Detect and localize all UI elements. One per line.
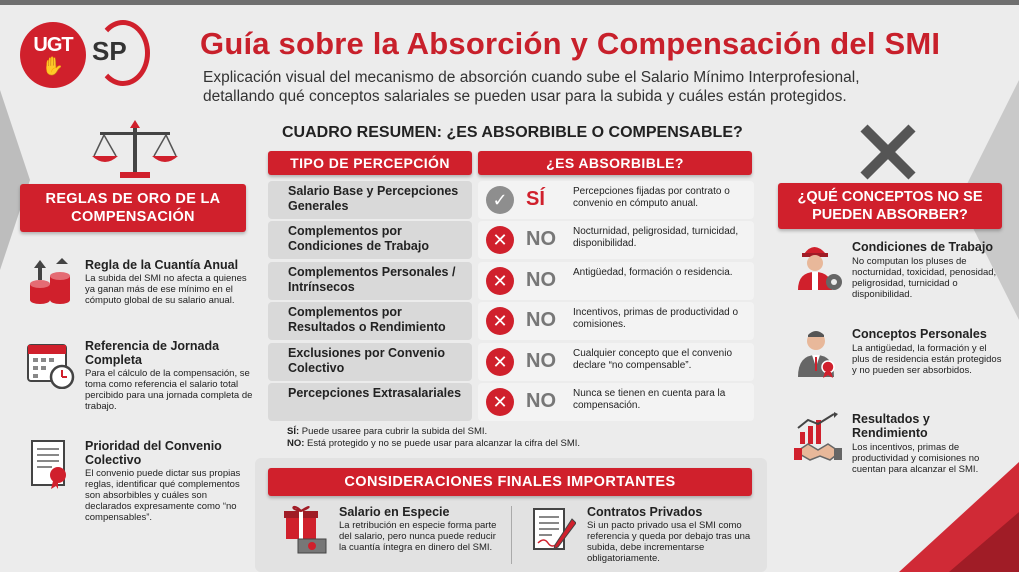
right-title: Resultados y Rendimiento <box>852 412 930 440</box>
row-label: Percepciones Extrasalariales <box>268 383 472 421</box>
check-icon: ✓ <box>486 186 514 214</box>
row-answer: NO <box>526 228 556 250</box>
table-row <box>268 221 754 259</box>
column-header-type: TIPO DE PERCEPCIÓN <box>268 151 472 175</box>
row-value <box>478 181 754 219</box>
worker-gear-icon <box>794 240 842 292</box>
document-seal-icon <box>26 439 76 489</box>
x-icon: ✕ <box>486 267 514 295</box>
table-title: CUADRO RESUMEN: ¿ES ABSORBIBLE O COMPENSABLE? <box>282 124 743 141</box>
x-icon: ✕ <box>486 307 514 335</box>
x-icon: ✕ <box>486 226 514 254</box>
row-value <box>478 383 754 421</box>
row-label: Exclusiones por Convenio Colectivo <box>268 343 472 381</box>
row-value <box>478 262 754 300</box>
logo-sp: SP <box>92 36 127 66</box>
table-row <box>268 262 754 300</box>
right-title: Condiciones de Trabajo <box>852 240 993 254</box>
row-desc: Antigüedad, formación o residencia. <box>573 267 733 278</box>
ugt-logo <box>20 22 86 88</box>
table-legend <box>287 426 580 450</box>
row-value <box>478 302 754 340</box>
rule-annual-amount <box>26 258 256 306</box>
contract-pen-icon <box>532 505 576 555</box>
legend-yes-key: SÍ: <box>287 426 300 437</box>
table-row <box>268 302 754 340</box>
logo-text: UGT <box>33 34 73 56</box>
rule-title: Referencia de Jornada Completa <box>85 339 220 367</box>
rule-text: Para el cálculo de la compensación, se toma como referencia el salario total percibido para una jornada completa de trabajo. <box>85 368 253 412</box>
rule-title: Prioridad del Convenio Colectivo <box>85 439 222 467</box>
row-value <box>478 343 754 381</box>
rule-text: El convenio puede dictar sus propias reglas, identificar qué complementos son absorbibles y cuáles son declarados expresamente como “no compensables”. <box>85 468 241 523</box>
legend-no-key: NO: <box>287 438 305 449</box>
divider <box>511 506 512 564</box>
scale-icon <box>90 120 180 182</box>
x-icon: ✕ <box>486 388 514 416</box>
column-header-absorbable: ¿ES ABSORBIBLE? <box>478 151 752 175</box>
non-absorbable-banner: ¿QUÉ CONCEPTOS NO SE PUEDEN ABSORBER? <box>778 183 1002 229</box>
calendar-clock-icon <box>26 339 76 389</box>
right-text: La antigüedad, la formación y el plus de residencia están protegidos y no pueden ser absorbidos. <box>852 343 1002 376</box>
row-label: Salario Base y Percepciones Generales <box>268 181 472 219</box>
rule-collective-agreement <box>26 439 256 523</box>
rule-text: La subida del SMI no afecta a quienes ya ganan más de ese mínimo en el cómputo global de su salario anual. <box>85 273 247 306</box>
row-answer: NO <box>526 390 556 412</box>
rule-title: Regla de la Cuantía Anual <box>85 258 239 272</box>
table-row <box>268 343 754 381</box>
handshake-chart-icon <box>794 412 842 464</box>
final-text: Si un pacto privado usa el SMI como referencia y queda por debajo tras una subida, debe incrementarse obligatoriamente. <box>587 520 751 564</box>
row-desc: Percepciones fijadas por contrato o convenio en cómputo anual. <box>573 186 730 209</box>
right-text: Los incentivos, primas de productividad y comisiones no cuentan para alcanzar el SMI. <box>852 442 980 475</box>
page-title: Guía sobre la Absorción y Compensación del SMI <box>200 26 941 61</box>
right-item-work-conditions <box>794 240 1004 300</box>
row-answer: NO <box>526 269 556 291</box>
row-desc: Nocturnidad, peligrosidad, turnicidad, disponibilidad. <box>573 226 739 249</box>
table-row <box>268 383 754 421</box>
row-answer: SÍ <box>526 188 545 210</box>
row-desc: Cualquier concepto que el convenio declare “no compensable”. <box>573 348 732 371</box>
final-title: Contratos Privados <box>587 505 703 519</box>
row-desc: Incentivos, primas de productividad o comisiones. <box>573 307 739 330</box>
handshake-logo-icon: ✋ <box>41 56 65 76</box>
row-answer: NO <box>526 350 556 372</box>
row-value <box>478 221 754 259</box>
final-item-private-contracts <box>532 505 752 564</box>
row-label: Complementos por Condiciones de Trabajo <box>268 221 472 259</box>
row-desc: Nunca se tienen en cuenta para la compensación. <box>573 388 726 411</box>
decor-triangle-left <box>0 90 30 270</box>
person-medal-icon <box>794 327 842 379</box>
decor-corner-dark <box>949 512 1019 572</box>
final-considerations-banner: CONSIDERACIONES FINALES IMPORTANTES <box>268 468 752 496</box>
right-title: Conceptos Personales <box>852 327 987 341</box>
final-item-in-kind <box>284 505 504 553</box>
golden-rules-banner: REGLAS DE ORO DE LA COMPENSACIÓN <box>20 184 246 232</box>
x-icon: ✕ <box>486 348 514 376</box>
big-x-icon <box>858 124 918 180</box>
right-text: No computan los pluses de nocturnidad, toxicidad, penosidad, peligrosidad, turnicidad o disponibilidad. <box>852 256 997 300</box>
row-answer: NO <box>526 309 556 331</box>
final-title: Salario en Especie <box>339 505 450 519</box>
right-item-results <box>794 412 1004 475</box>
page-subtitle: Explicación visual del mecanismo de absorción cuando sube el Salario Mínimo Interprofesional, detallando qué conceptos salariales se pueden usar para la subida y cuáles están protegidos. <box>203 69 860 105</box>
gift-money-icon <box>284 505 328 555</box>
table-row <box>268 181 754 219</box>
legend-yes: Puede usaree para cubrir la subida del SMI. <box>299 426 488 437</box>
legend-no: Está protegido y no se puede usar para alcanzar la cifra del SMI. <box>304 438 581 449</box>
final-text: La retribución en especie forma parte del salario, pero nunca puede reducir la cuantía íntegra en dinero del SMI. <box>339 520 497 553</box>
rule-full-day <box>26 339 256 412</box>
right-item-personal <box>794 327 1004 376</box>
top-bar <box>0 0 1019 5</box>
row-label: Complementos Personales / Intrínsecos <box>268 262 472 300</box>
coins-arrow-icon <box>26 258 76 308</box>
row-label: Complementos por Resultados o Rendimiento <box>268 302 472 340</box>
